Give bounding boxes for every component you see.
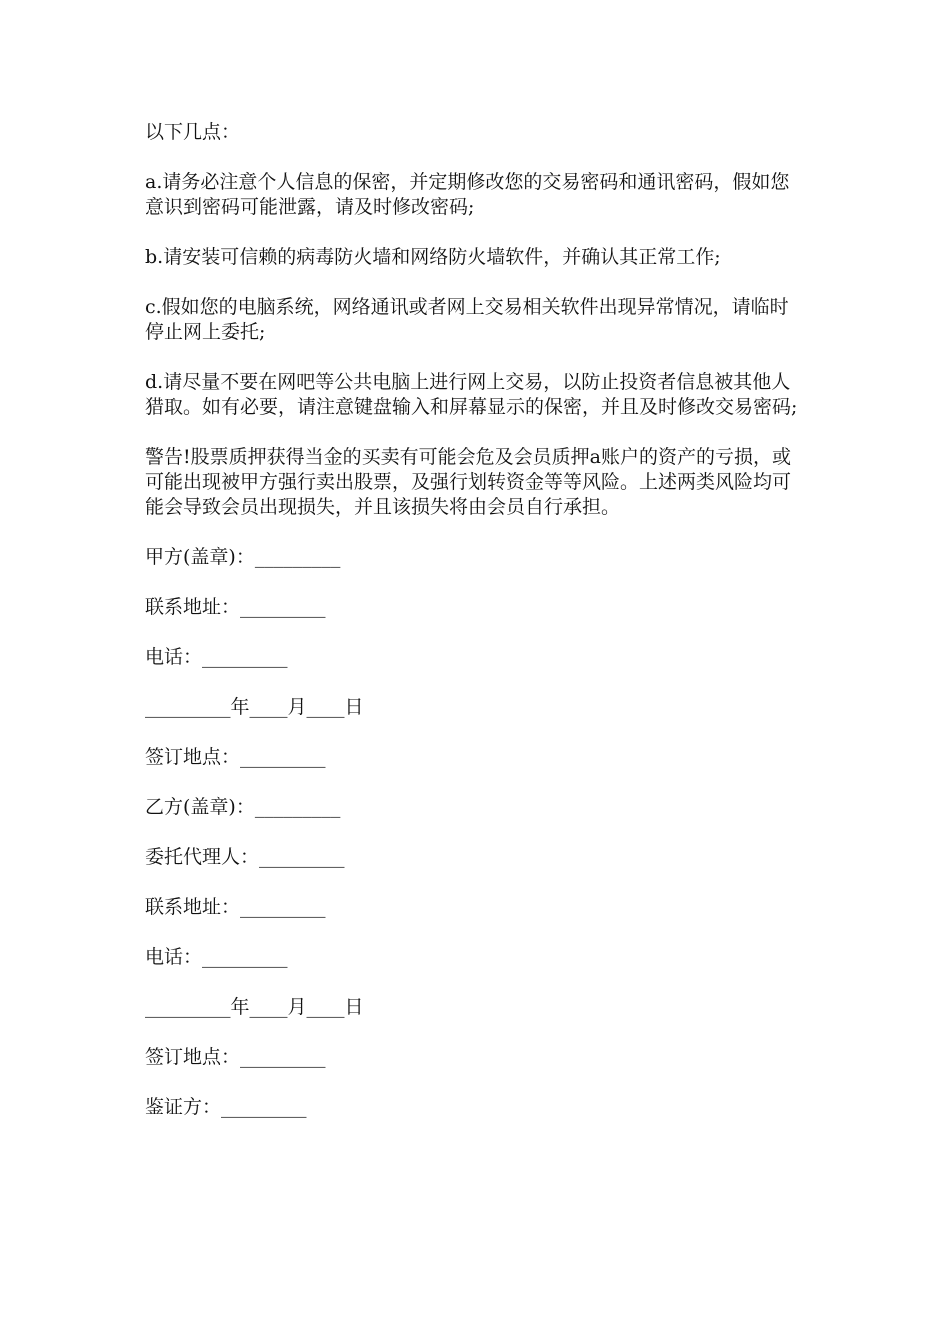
tip-d: d.请尽量不要在网吧等公共电脑上进行网上交易，以防止投资者信息被其他人猎取。如有必要，请注意键盘输入和屏幕显示的保密，并且及时修改交易密码; [145, 371, 798, 418]
party-b-seal-field: 乙方(盖章)：_________ [145, 796, 341, 818]
party-a-seal-field: 甲方(盖章)：_________ [145, 546, 341, 568]
party-b-date-field: _________年____月____日 [145, 996, 364, 1018]
party-b-agent-field: 委托代理人：_________ [145, 846, 345, 868]
party-b-phone-field: 电话：_________ [145, 946, 288, 968]
document-page [145, 120, 807, 1145]
tip-c: c.假如您的电脑系统，网络通讯或者网上交易相关软件出现异常情况，请临时停止网上委托; [145, 296, 789, 343]
warning-text: 警告!股票质押获得当金的买卖有可能会危及会员质押a账户的资产的亏损，或可能出现被甲方强行卖出股票，及强行划转资金等等风险。上述两类风险均可能会导致会员出现损失，并且该损失将由会员自行承担。 [145, 446, 792, 518]
witness-field: 鉴证方：_________ [145, 1096, 307, 1118]
tip-a: a.请务必注意个人信息的保密，并定期修改您的交易密码和通讯密码，假如您意识到密码可能泄露，请及时修改密码; [145, 171, 790, 218]
party-a-place-field: 签订地点：_________ [145, 746, 326, 768]
tip-b: b.请安装可信赖的病毒防火墙和网络防火墙软件，并确认其正常工作; [145, 246, 721, 268]
party-a-address-field: 联系地址：_________ [145, 596, 326, 618]
intro-text: 以下几点： [145, 121, 241, 143]
party-a-date-field: _________年____月____日 [145, 696, 364, 718]
party-a-phone-field: 电话：_________ [145, 646, 288, 668]
party-b-address-field: 联系地址：_________ [145, 896, 326, 918]
party-b-place-field: 签订地点：_________ [145, 1046, 326, 1068]
